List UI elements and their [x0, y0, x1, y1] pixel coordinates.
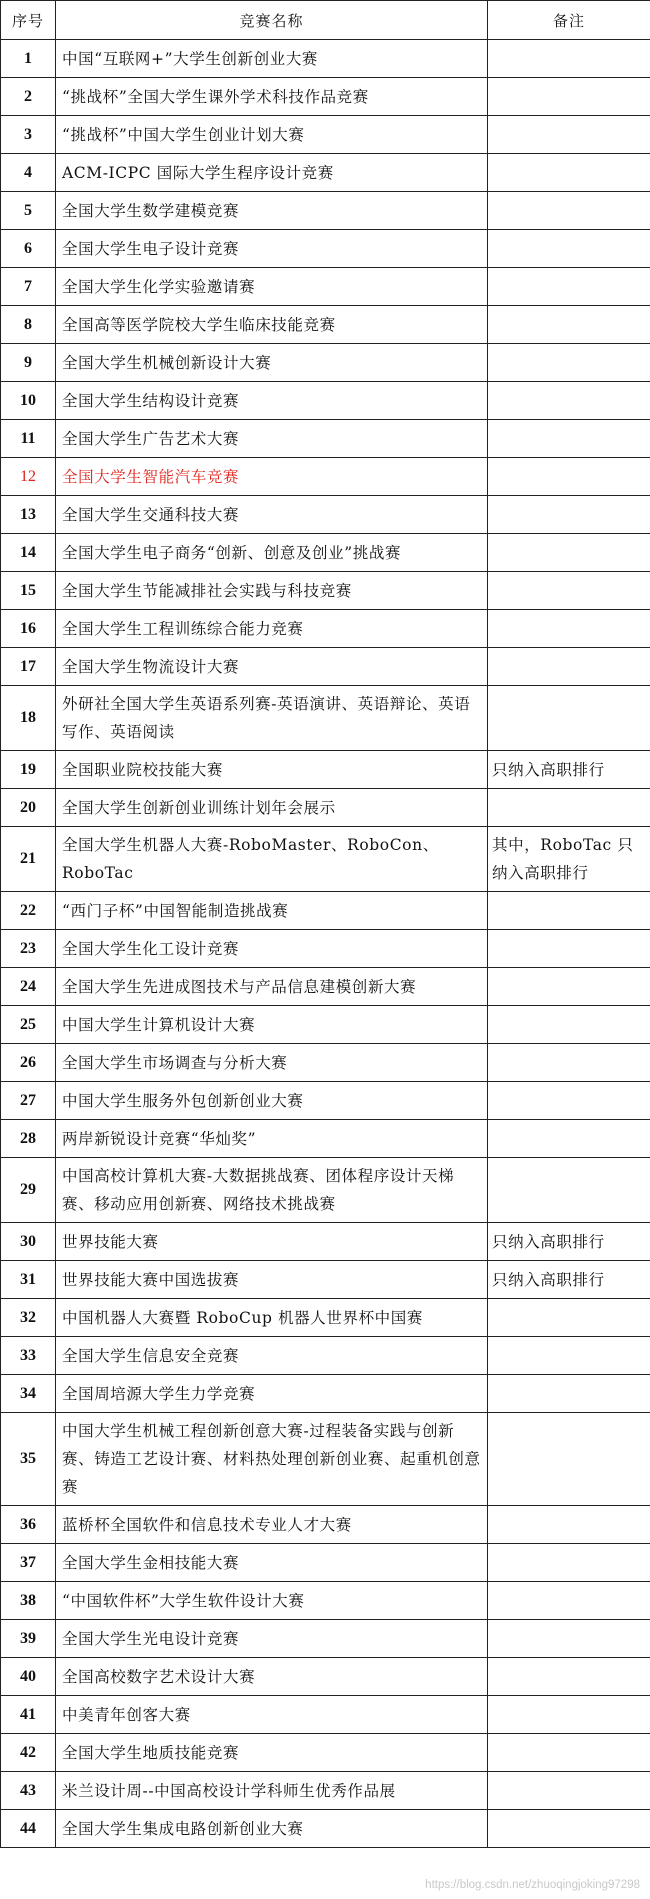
row-note	[488, 1413, 650, 1506]
competition-name: 全国大学生市场调查与分析大赛	[56, 1044, 488, 1082]
row-note: 只纳入高职排行	[488, 751, 650, 789]
row-index: 29	[1, 1158, 56, 1223]
competition-name: 世界技能大赛中国选拔赛	[56, 1261, 488, 1299]
table-row	[1, 1544, 650, 1582]
row-note: 只纳入高职排行	[488, 1223, 650, 1261]
table-row	[1, 1810, 650, 1848]
table-row	[1, 306, 650, 344]
table-row	[1, 1223, 650, 1261]
table-row	[1, 751, 650, 789]
table-row	[1, 344, 650, 382]
competition-name: 中国高校计算机大赛-大数据挑战赛、团体程序设计天梯赛、移动应用创新赛、网络技术挑战赛	[56, 1158, 488, 1223]
table-row	[1, 827, 650, 892]
competition-name: 全国大学生电子设计竞赛	[56, 230, 488, 268]
row-index: 14	[1, 534, 56, 572]
table-row	[1, 968, 650, 1006]
competition-name: “中国软件杯”大学生软件设计大赛	[56, 1582, 488, 1620]
row-index: 15	[1, 572, 56, 610]
row-index: 18	[1, 686, 56, 751]
row-note	[488, 344, 650, 382]
row-note	[488, 610, 650, 648]
competition-name: 中美青年创客大赛	[56, 1696, 488, 1734]
row-note	[488, 930, 650, 968]
competition-name: 全国周培源大学生力学竞赛	[56, 1375, 488, 1413]
table-row	[1, 1044, 650, 1082]
table-row	[1, 534, 650, 572]
table-row	[1, 1082, 650, 1120]
row-note	[488, 496, 650, 534]
row-note	[488, 306, 650, 344]
row-index: 42	[1, 1734, 56, 1772]
row-index: 22	[1, 892, 56, 930]
table-row	[1, 1261, 650, 1299]
row-index: 9	[1, 344, 56, 382]
row-note	[488, 1337, 650, 1375]
row-note	[488, 458, 650, 496]
table-row	[1, 1620, 650, 1658]
row-index: 27	[1, 1082, 56, 1120]
row-index: 34	[1, 1375, 56, 1413]
row-note	[488, 1544, 650, 1582]
competition-name: ACM-ICPC 国际大学生程序设计竞赛	[56, 154, 488, 192]
table-row	[1, 1337, 650, 1375]
row-note	[488, 534, 650, 572]
row-note	[488, 1158, 650, 1223]
row-note	[488, 1299, 650, 1337]
competition-name: 两岸新锐设计竞赛“华灿奖”	[56, 1120, 488, 1158]
table-row	[1, 572, 650, 610]
competition-name: 中国“互联网+”大学生创新创业大赛	[56, 40, 488, 78]
table-row	[1, 1120, 650, 1158]
competition-name: 全国大学生智能汽车竞赛	[56, 458, 488, 496]
row-index: 3	[1, 116, 56, 154]
competition-name: 全国大学生数学建模竞赛	[56, 192, 488, 230]
row-index: 16	[1, 610, 56, 648]
header-note: 备注	[488, 1, 650, 40]
row-index: 44	[1, 1810, 56, 1848]
header-row	[1, 1, 650, 40]
competition-name: 全国大学生信息安全竞赛	[56, 1337, 488, 1375]
row-index: 36	[1, 1506, 56, 1544]
competition-name: 中国大学生服务外包创新创业大赛	[56, 1082, 488, 1120]
table-row	[1, 1158, 650, 1223]
table-row	[1, 1413, 650, 1506]
row-index: 7	[1, 268, 56, 306]
table-row	[1, 154, 650, 192]
table-row	[1, 930, 650, 968]
competition-name: 蓝桥杯全国软件和信息技术专业人才大赛	[56, 1506, 488, 1544]
row-index: 33	[1, 1337, 56, 1375]
row-note	[488, 572, 650, 610]
competition-name: 全国大学生先进成图技术与产品信息建模创新大赛	[56, 968, 488, 1006]
table-row	[1, 1658, 650, 1696]
row-index: 26	[1, 1044, 56, 1082]
row-index: 2	[1, 78, 56, 116]
row-note	[488, 968, 650, 1006]
competition-name: 全国职业院校技能大赛	[56, 751, 488, 789]
row-index: 21	[1, 827, 56, 892]
row-note	[488, 154, 650, 192]
competition-name: 全国大学生金相技能大赛	[56, 1544, 488, 1582]
table-row	[1, 1772, 650, 1810]
header-name: 竞赛名称	[56, 1, 488, 40]
row-note: 只纳入高职排行	[488, 1261, 650, 1299]
row-note	[488, 40, 650, 78]
competition-name: 全国高校数字艺术设计大赛	[56, 1658, 488, 1696]
competition-name: 全国大学生电子商务“创新、创意及创业”挑战赛	[56, 534, 488, 572]
competition-name: 全国大学生机器人大赛-RoboMaster、RoboCon、RoboTac	[56, 827, 488, 892]
table-row	[1, 268, 650, 306]
row-note	[488, 382, 650, 420]
row-index: 6	[1, 230, 56, 268]
row-index: 10	[1, 382, 56, 420]
row-note	[488, 1734, 650, 1772]
competition-name: 全国大学生化工设计竞赛	[56, 930, 488, 968]
competition-name: “挑战杯”中国大学生创业计划大赛	[56, 116, 488, 154]
row-index: 38	[1, 1582, 56, 1620]
competition-name: “挑战杯”全国大学生课外学术科技作品竞赛	[56, 78, 488, 116]
row-index: 1	[1, 40, 56, 78]
competition-name: 全国大学生化学实验邀请赛	[56, 268, 488, 306]
competition-name: 全国大学生光电设计竞赛	[56, 1620, 488, 1658]
row-index: 37	[1, 1544, 56, 1582]
table-row	[1, 789, 650, 827]
competition-name: 全国大学生创新创业训练计划年会展示	[56, 789, 488, 827]
table-row	[1, 1006, 650, 1044]
row-index: 30	[1, 1223, 56, 1261]
competition-name: 世界技能大赛	[56, 1223, 488, 1261]
table-row	[1, 458, 650, 496]
competition-name: 全国大学生结构设计竞赛	[56, 382, 488, 420]
table-row	[1, 78, 650, 116]
table-row	[1, 192, 650, 230]
row-index: 20	[1, 789, 56, 827]
row-index: 4	[1, 154, 56, 192]
row-note	[488, 789, 650, 827]
table-row	[1, 892, 650, 930]
row-index: 24	[1, 968, 56, 1006]
row-note	[488, 192, 650, 230]
row-index: 31	[1, 1261, 56, 1299]
table-row	[1, 686, 650, 751]
row-index: 35	[1, 1413, 56, 1506]
table-row	[1, 382, 650, 420]
row-index: 41	[1, 1696, 56, 1734]
competition-name: 中国机器人大赛暨 RoboCup 机器人世界杯中国赛	[56, 1299, 488, 1337]
row-note	[488, 1810, 650, 1848]
competition-name: 全国大学生集成电路创新创业大赛	[56, 1810, 488, 1848]
row-note	[488, 1658, 650, 1696]
row-note	[488, 1620, 650, 1658]
row-index: 32	[1, 1299, 56, 1337]
competition-name: 中国大学生机械工程创新创意大赛-过程装备实践与创新赛、铸造工艺设计赛、材料热处理创新创业赛、起重机创意赛	[56, 1413, 488, 1506]
table-row	[1, 40, 650, 78]
table-row	[1, 1734, 650, 1772]
competition-name: 全国大学生机械创新设计大赛	[56, 344, 488, 382]
competition-name: 外研社全国大学生英语系列赛-英语演讲、英语辩论、英语写作、英语阅读	[56, 686, 488, 751]
competition-name: 米兰设计周--中国高校设计学科师生优秀作品展	[56, 1772, 488, 1810]
table-row	[1, 1696, 650, 1734]
table-row	[1, 496, 650, 534]
table-row	[1, 1582, 650, 1620]
row-index: 19	[1, 751, 56, 789]
table-row	[1, 420, 650, 458]
table-row	[1, 1375, 650, 1413]
watermark: https://blog.csdn.net/zhuoqingjoking97298	[425, 1879, 640, 1891]
table-row	[1, 610, 650, 648]
competition-name: 全国大学生物流设计大赛	[56, 648, 488, 686]
row-note	[488, 648, 650, 686]
competition-name: 全国大学生广告艺术大赛	[56, 420, 488, 458]
table-row	[1, 648, 650, 686]
row-note	[488, 1006, 650, 1044]
row-note	[488, 1506, 650, 1544]
table-row	[1, 1299, 650, 1337]
table-row	[1, 116, 650, 154]
row-index: 11	[1, 420, 56, 458]
table-row	[1, 230, 650, 268]
row-index: 12	[1, 458, 56, 496]
row-note	[488, 1082, 650, 1120]
row-index: 28	[1, 1120, 56, 1158]
row-index: 23	[1, 930, 56, 968]
competition-name: 全国高等医学院校大学生临床技能竞赛	[56, 306, 488, 344]
row-note	[488, 420, 650, 458]
row-index: 13	[1, 496, 56, 534]
competition-name: 中国大学生计算机设计大赛	[56, 1006, 488, 1044]
competition-name: 全国大学生工程训练综合能力竞赛	[56, 610, 488, 648]
row-note	[488, 686, 650, 751]
row-index: 40	[1, 1658, 56, 1696]
competition-name: 全国大学生交通科技大赛	[56, 496, 488, 534]
row-note	[488, 1044, 650, 1082]
competition-name: 全国大学生地质技能竞赛	[56, 1734, 488, 1772]
row-index: 17	[1, 648, 56, 686]
header-index: 序号	[1, 1, 56, 40]
row-note	[488, 268, 650, 306]
row-index: 43	[1, 1772, 56, 1810]
competition-name: “西门子杯”中国智能制造挑战赛	[56, 892, 488, 930]
row-index: 5	[1, 192, 56, 230]
row-note: 其中，RoboTac 只纳入高职排行	[488, 827, 650, 892]
row-note	[488, 116, 650, 154]
row-note	[488, 1696, 650, 1734]
row-index: 39	[1, 1620, 56, 1658]
row-note	[488, 892, 650, 930]
row-index: 25	[1, 1006, 56, 1044]
table-body	[1, 40, 650, 1848]
row-note	[488, 230, 650, 268]
row-note	[488, 1582, 650, 1620]
row-index: 8	[1, 306, 56, 344]
table-row	[1, 1506, 650, 1544]
competition-name: 全国大学生节能减排社会实践与科技竞赛	[56, 572, 488, 610]
row-note	[488, 1375, 650, 1413]
row-note	[488, 78, 650, 116]
row-note	[488, 1772, 650, 1810]
row-note	[488, 1120, 650, 1158]
